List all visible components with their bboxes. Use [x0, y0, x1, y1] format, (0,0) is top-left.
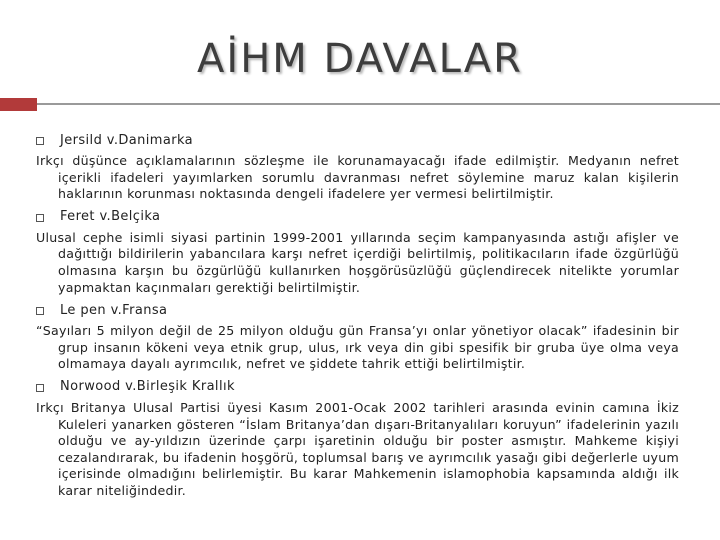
case-heading: [36, 378, 679, 396]
square-bullet-icon: [36, 307, 44, 315]
case-description: Ulusal cephe isimli siyasi partinin 1999-2001 yıllarında seçim kampanyasında astığı afişler ve dağıttığı bildirilerin yabancılara karşı nefret içerdiği belirtilmiş, politikacıların ifade özgürlüğü olmasına karşın bu özgürlüğü kullanırken hoşgörüsüzlüğü güçlendirecek nitelikte yorumlar yapmaktan kaçınmaları gerektiği belirtilmiştir.: [36, 229, 679, 295]
square-bullet-icon: [36, 214, 44, 222]
case-heading: [36, 301, 679, 319]
case-description: Irkçı Britanya Ulusal Partisi üyesi Kasım 2001-Ocak 2002 tarihleri arasında evinin camına İkiz Kuleleri yanarken gösteren “İslam Britanya’dan dışarı-Britanyalıları koruyun” ifadelerinin yazılı olduğu ve ay-yıldızın üzerinde çarpı işaretinin olduğu bir poster asmıştır. Mahkeme kişiyi cezalandırarak, bu ifadenin hoşgörü, toplumsal barış ve ayrımcılık yasağı gibi değerlerle uyum içerisinde olmadığını belirlemiştir. Bu karar Mahkemenin islamophobia kapsamında aldığı ilk karar niteliğindedir.: [36, 399, 679, 498]
case-name: Norwood v.Birleşik Krallık: [60, 379, 235, 395]
case-heading: [36, 208, 679, 226]
case-description: Irkçı düşünce açıklamalarının sözleşme ile korunamayacağı ifade edilmiştir. Medyanın nefret içerikli ifadeleri yayımlarken sorumlu davranması nefret söylemine maruz kalan kişilerin haklarının korunması noktasında dengeli ifadelere yer vermesi belirtilmiştir.: [36, 153, 679, 202]
square-bullet-icon: [36, 137, 44, 145]
case-heading: [36, 131, 679, 149]
square-bullet-icon: [36, 384, 44, 392]
slide-title: AİHM DAVALAR: [197, 36, 523, 82]
case-name: Le pen v.Fransa: [60, 302, 168, 318]
case-description: “Sayıları 5 milyon değil de 25 milyon olduğu gün Fransa’yı onlar yönetiyor olacak” ifadesinin bir grup insanın kökeni veya etnik grup, ulus, ırk veya din gibi spesifik bir gruba üye olma veya olmamaya dayalı ayrımcılık, nefret ve şiddete tahrik ettiği belirtilmiştir.: [36, 323, 679, 372]
case-name: Jersild v.Danimarka: [60, 132, 194, 148]
case-name: Feret v.Belçika: [60, 209, 161, 225]
title-accent-bar: [0, 98, 37, 111]
slide-content: [36, 131, 679, 505]
title-divider: [37, 103, 720, 105]
